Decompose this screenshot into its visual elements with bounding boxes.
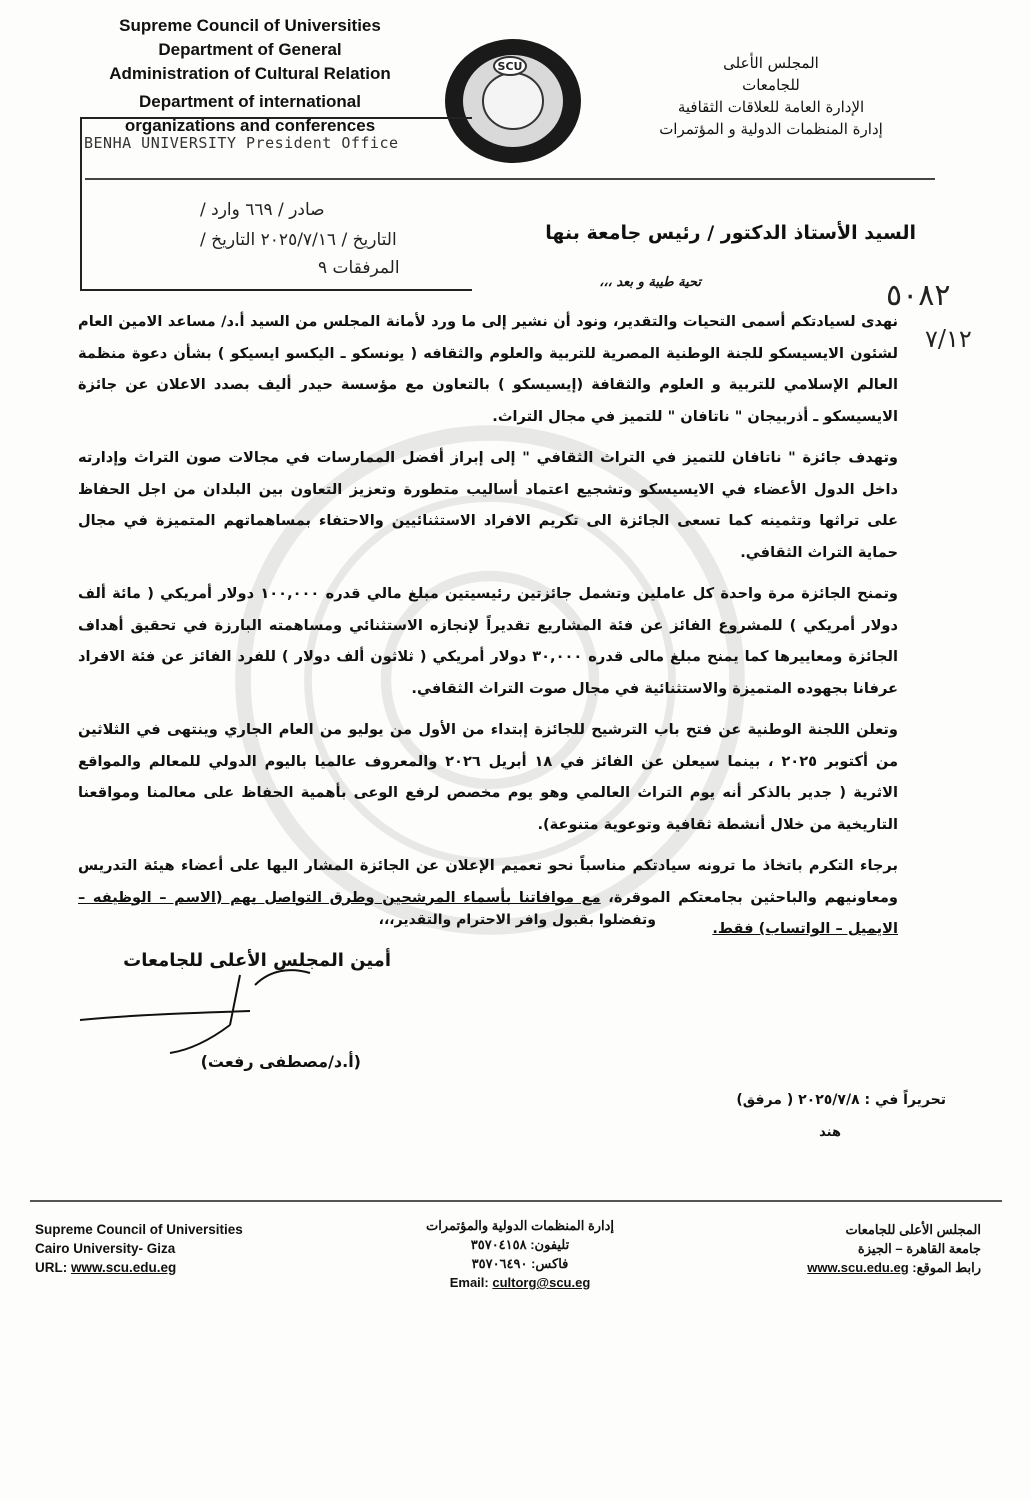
body-paragraph-4: وتعلن اللجنة الوطنية عن فتح باب الترشيح للجائزة إبتداء من الأول من يوليو من العام الجاري وينتهى في الثلاثين من أكتوبر ٢٠٢٥ ، بينما سيعلن عن الفائز في ١٨ أبريل ٢٠٢٦ والمعروف عالميا باليوم الدولي للمعالم والمواقع الاثرية ( جدير بالذكر أنه يوم التراث العالمي وهو يوم مخصص لرفع الوعى بأهمية الحفاظ على معالمنا ومواقعنا التاريخية من خلال أنشطة ثقافية وتوعوية متنوعة). [78,721,898,833]
footer-address-en: Cairo University- Giza [35,1241,176,1256]
footer-url-link[interactable]: www.scu.edu.eg [71,1260,177,1275]
handwritten-date: ٧/١٢ [925,325,972,353]
svg-text:SCU: SCU [497,60,523,73]
header-en-line: Department of General [158,40,342,59]
footer-dept-ar: إدارة المنظمات الدولية والمؤتمرات [425,1218,615,1233]
header-ar-line: للجامعات [742,76,800,94]
signature-mark [70,965,370,1065]
footer-rule [30,1200,1002,1202]
footer-url-label-ar: رابط الموقع: [912,1260,981,1275]
closing-line: وتفضلوا بقبول وافر الاحترام والتقدير،،، [378,912,656,928]
footer-fax: فاكس: ٣٥٧٠٦٤٩٠ [471,1256,569,1271]
letter-body [78,306,898,945]
stamp-office-text: BENHA UNIVERSITY President Office [84,134,399,152]
header-ar-line: المجلس الأعلى [723,54,819,72]
stamp-attachments-line: المرفقات ٩ [318,258,400,278]
footer-url-link-ar[interactable]: www.scu.edu.eg [807,1260,909,1275]
footer-left [35,1220,243,1277]
header-en-line: Supreme Council of Universities [119,16,381,35]
footer-phone: تليفون: ٣٥٧٠٤١٥٨ [470,1237,570,1252]
footer-address-ar: جامعة القاهرة – الجيزة [857,1241,981,1256]
preparer-initials: هند [819,1125,841,1140]
footer-email-link[interactable]: cultorg@scu.eg [492,1275,591,1290]
header-en-line: Department of international [139,92,361,111]
issue-date: تحريراً في : ٢٠٢٥/٧/٨ ( مرفق) [736,1092,946,1108]
request-details: مع موافاتنا بأسماء المرشحين وطرق التواصل بهم (الاسم – الوظيفه – الايميل – الواتساب) فقط. [78,888,898,937]
signatory-name: (أ.د/مصطفى رفعت) [200,1052,361,1071]
addressee: السيد الأستاذ الدكتور / رئيس جامعة بنها [545,222,916,244]
header-arabic [621,52,921,140]
header-en-line: organizations and conferences [124,116,376,135]
footer-center [410,1216,630,1292]
footer-email-label: Email: [449,1275,489,1290]
signatory-title: أمين المجلس الأعلى للجامعات [123,950,391,971]
footer-org-ar: المجلس الأعلى للجامعات [845,1222,981,1237]
request-text: برجاء التكرم باتخاذ ما ترونه سيادتكم مناسباً نحو تعميم الإعلان عن الجائزة المشار اليها على أعضاء هيئة التدريس ومعاونيهم والباحثين بجامعتكم الموقرة، [78,857,898,906]
header-ar-line: الإدارة العامة للعلاقات الثقافية [677,98,865,116]
stamp-ref-line: صادر / ٦٦٩ وارد / [200,200,325,220]
footer-org-en: Supreme Council of Universities [35,1222,243,1237]
footer-url-label: URL: [35,1260,68,1275]
header-en-line: Administration of Cultural Relation [109,64,391,83]
handwritten-number: ٥٠٨٢ [886,278,951,313]
greeting: تحية طيبة و بعد ،،، [599,275,701,290]
body-paragraph-5 [78,850,898,945]
body-paragraph-3: وتمنح الجائزة مرة واحدة كل عاملين وتشمل جائزتين رئيسيتين مبلغ مالي قدره ١٠٠,٠٠٠ دولار أمريكي ( مائة ألف دولار أمريكي ) للمشروع الفائز عن فئة المشاريع تقديراً لإنجازه الاستثنائي ومساهمته البارزة في تحقيق أهداف الجائزة ومعاييرها كما يمنح مبلغ مالى قدره ٣٠,٠٠٠ دولار أمريكي ( ثلاثون ألف دولار ) للفرد الفائز عن فئة الافراد عرفانا بجهوده المتميزة والاستثنائية في مجال صوت التراث الثقافي. [78,585,898,697]
body-paragraph-2: وتهدف جائزة " ناتافان للتميز في التراث الثقافي " إلى إبراز أفضل الممارسات في مجالات صون التراث وإدارته داخل الدول الأعضاء في الايسيسكو وتشجيع اعتماد أساليب متطورة وتعزيز التعاون بين البلدان من اجل الحفاظ على تراثها وتثمينه كما تسعى الجائزة الى تكريم الافراد الاستثنائيين والاحتفاء بمساهماتهم المتميزة في مجال حماية التراث الثقافي. [78,449,898,561]
footer-right [741,1220,981,1277]
body-paragraph-1: نهدى لسيادتكم أسمى التحيات والتقدير، ونود أن نشير إلى ما ورد لأمانة المجلس من السيد أ.د/ مساعد الامين العام لشئون الايسيسكو للجنة الوطنية المصرية للتربية والعلوم والثقافه ( يونسكو ـ اليكسو ايسيكو ) بشأن دعوة منظمة العالم الإسلامي للتربية و العلوم والثقافة (إيسيسكو ) بالتعاون مع مؤسسة حيدر أليف بصدد الاعلان عن جائزة الايسيسكو ـ أذربيجان " ناتافان " للتميز في مجال التراث. [78,313,898,425]
header-rule [85,178,935,180]
header-ar-line: إدارة المنظمات الدولية و المؤتمرات [659,120,883,138]
stamp-date-line: التاريخ / ٢٠٢٥/٧/١٦ التاريخ / [200,230,397,250]
